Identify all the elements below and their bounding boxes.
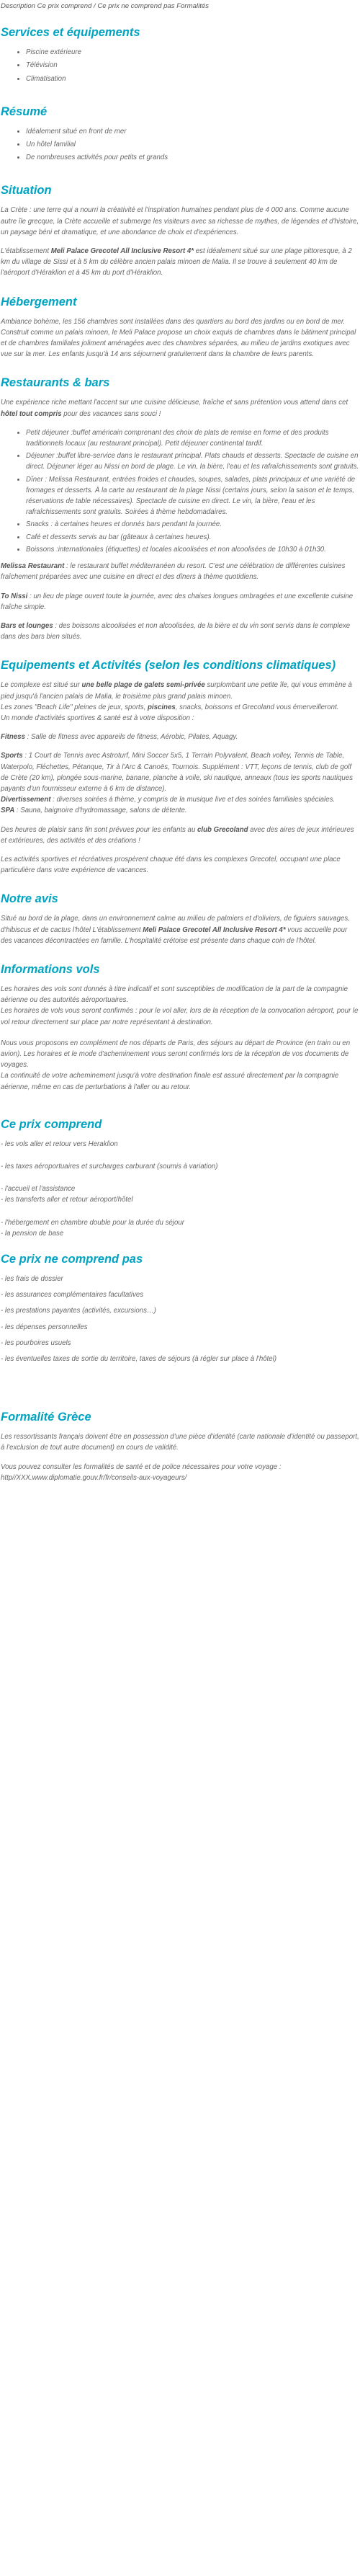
restaurants-title: Restaurants & bars <box>1 376 110 390</box>
list-item: - les prestations payantes (activités, excursions…) <box>1 1307 156 1315</box>
avis-paragraph: Situé au bord de la plage, dans un environnement calme au milieu de palmiers et d'oliviers, de figuiers sauvages, d'hibiscus et de cactus l'hôtel L'établissement Meli Palace Grecotel All Inclusive Resort 4* vous accueille pour des vacances décontractées en famille. L'hospitalité crétoise est présente dans chaque coin de l'hôtel. <box>1 915 350 945</box>
restaurants-intro: Une expérience riche mettant l'accent sur une cuisine délicieuse, fraîche et sans prétention vous attend dans cet hôtel tout compris pour des vacances sans souci ! <box>1 399 348 418</box>
services-title: Services et équipements <box>1 26 140 40</box>
comprend-list <box>1 1139 359 1239</box>
situation-title: Situation <box>1 184 52 197</box>
resume-title: Résumé <box>1 105 48 118</box>
list-item: • Télévision <box>26 60 359 71</box>
list-item: • De nombreuses activités pour petits et grands <box>26 152 359 163</box>
ne-comprend-title: Ce prix ne comprend pas <box>1 1253 143 1266</box>
tab-line: Description Ce prix comprend / Ce prix ne comprend pas Formalités <box>1 2 209 10</box>
list-item: • Piscine extérieure <box>26 47 359 58</box>
formalite-title: Formalité Grèce <box>1 1411 91 1424</box>
situation-paragraph: La Crète : une terre qui a nourri la créativité et l'inspiration humaines pendant plus de 4 000 ans. Comme aucune autre île grecque, la Crète accueille et submerge les visiteurs avec sa richesse de mythes, de légendes et d'histoire, un paysage béni et dramatique, et une abondance de choix et d'expériences. <box>1 206 359 236</box>
fitness-paragraph: Fitness : Salle de fitness avec appareils de fitness, Aérobic, Pilates, Aquagy. <box>1 733 238 742</box>
list-item: • Dîner : Melissa Restaurant, entrées froides et chaudes, soupes, salades, plats principaux et une variété de fromages et desserts. À la carte au restaurant de la plage Nissi (certains jours, selon la saison et le temps, réservations de table nécessaires). Spectacle de cuisine en direct. Le vin, la bière, l'eau et les rafraîchissements sont gratuits. Soirées à thème hebdomadaires. <box>26 474 359 518</box>
infos-title: Informations vols <box>1 962 100 976</box>
situation-hotel-paragraph: L'établissement Meli Palace Grecotel All Inclusive Resort 4* est idéalement situé sur une plage pittoresque, à 2 km du village de Sissi et à 5 km du célèbre ancien palais minoen de Malia. Il se trouve à seulement 40 km de l'aéroport d'Héraklion et à 45 km du port d'Héraklion. <box>1 247 352 277</box>
hebergement-paragraph: Ambiance bohème, les 156 chambres sont installées dans des quartiers au bord des jardins ou en bord de mer. Construit comme un palais minoen, le Meli Palace propose un choix exquis de chambres dans le bâtiment principal et de chambres familiales joliment aménagées avec des chambres séparées, au milieu de jardins exotiques avec vue sur la mer. Les enfants jusqu'à 14 ans séjournent gratuitement dans la chambre de leurs parents. <box>1 317 356 359</box>
sports-paragraph: Sports : 1 Court de Tennis avec Astroturf, Mini Soccer 5x5, 1 Terrain Polyvalent, Beach volley, Tennis de Table, Waterpolo, Fléchettes, Pétanque, Tir à l'Arc & Canoës, Tournois. Supplément : VTT, leçons de tennis, club de golf de Crète (20 km), plongée sous-marine, banane, planche à voile, ski nautique, anneaux (tous les sports nautiques payants d'un fournisseur externe à 6 km de distance). <box>1 752 353 793</box>
list-item: • Café et desserts servis au bar (gâteaux à certaines heures). <box>26 532 359 543</box>
resume-list <box>1 126 359 164</box>
divertissement-paragraph: Divertissement : diverses soirées à thème, y compris de la musique live et des soirées familiales spéciales. <box>1 796 336 804</box>
infos-paragraph-1: Les horaires des vols sont donnés à titre indicatif et sont susceptibles de modification de la part de la compagnie aérienne ou des autorités aéroportuaires. <box>1 985 348 1005</box>
list-item: • Boissons :internationales (étiquettes) et locales alcoolisées et non alcoolisées de 10h30 à 01h30. <box>26 544 359 555</box>
avis-title: Notre avis <box>1 892 58 906</box>
list-item: - les vols aller et retour vers Heraklion <box>1 1140 118 1148</box>
melissa-paragraph: Melissa Restaurant : le restaurant buffet méditerranéen du resort. C'est une célébration de différentes cuisines fraîchement préparées avec une cuisine en direct et des dîners à thème quotidiens. <box>1 562 346 582</box>
list-item: - les pourboires usuels <box>1 1338 71 1347</box>
hebergement-title: Hébergement <box>1 295 77 308</box>
list-item: - les transferts aller et retour aéroport/hôtel <box>1 1196 133 1204</box>
nissi-paragraph: To Nissi : un lieu de plage ouvert toute la journée, avec des chaises longues ombragées et une excellente cuisine fraîche simple. <box>1 592 354 611</box>
list-item: • Petit déjeuner :buffet américain comprenant des choix de plats de remise en forme et des produits traditionnels locaux (au restaurant principal). Petit déjeuner continental tardif. <box>26 427 359 449</box>
list-item: • Idéalement situé en front de mer <box>26 126 359 137</box>
list-item: • Snacks : à certaines heures et donnés bars pendant la journée. <box>26 519 359 530</box>
activites-title: Equipements et Activités (selon les conditions climatiques) <box>1 659 336 672</box>
spa-paragraph: SPA : Sauna, baignoire d'hydromassage, salons de détente. <box>1 807 187 815</box>
list-item: - la pension de base <box>1 1229 64 1238</box>
activites-intro: Le complexe est situé sur une belle plage de galets semi-privée surplombant une petite île, qui vous emmène à pied jusqu'à l'ancien palais de Malia, le troisième plus grand palais minoen. Les zones "Beach Life" pleines de jeux, sports, piscines, snacks, boissons et Grecoland vous émerveilleront. Un monde d'activités sportives & santé est à votre disposition : <box>1 681 352 722</box>
ne-comprend-list <box>1 1274 359 1364</box>
list-item: • Déjeuner :buffet libre-service dans le restaurant principal. Plats chauds et desserts. Spectacle de cuisine en direct. Déjeuner léger au Nissi en bord de plage. Le vin, la bière, l'eau et les rafraîchissements sont gratuits. <box>26 450 359 472</box>
restaurants-list <box>1 427 359 555</box>
bars-paragraph: Bars et lounges : des boissons alcoolisées et non alcoolisées, de la bière et du vin sont servis dans le complexe dans des bars bien situés. <box>1 621 351 641</box>
enfants-paragraph: Des heures de plaisir sans fin sont prévues pour les enfants au club Grecoland avec des aires de jeux intérieures et extérieures, des activités et des créations ! <box>1 825 354 845</box>
list-item: - l'hébergement en chambre double pour la durée du séjour <box>1 1218 184 1227</box>
list-item: - les taxes aéroportuaires et surcharges carburant (soumis à variation) <box>1 1163 218 1171</box>
list-item: - les assurances complémentaires facultatives <box>1 1291 144 1300</box>
list-item: • Climatisation <box>26 74 359 84</box>
list-item: - les éventuelles taxes de sortie du territoire, taxes de séjours (à régler sur place à l'hôtel) <box>1 1355 277 1364</box>
infos-paragraph-2: Les horaires de vols vous seront confirmés : pour le vol aller, lors de la réception de la convocation aéroport, pour le vol retour directement sur place par notre représentant à destination. <box>1 1007 359 1026</box>
list-item: - les frais de dossier <box>1 1275 63 1284</box>
comprend-title: Ce prix comprend <box>1 1117 102 1131</box>
services-list <box>1 47 359 84</box>
list-item: - les dépenses personnelles <box>1 1323 88 1331</box>
recreatives-paragraph: Les activités sportives et récréatives prospèrent chaque été dans les complexes Grecotel, occupant une place particulière dans votre expérience de vacances. <box>1 855 341 875</box>
formalite-paragraph-2[interactable]: Vous pouvez consulter les formalités de santé et de police nécessaires pour votre voyage : http//XXX.www.diplomatie.gouv.fr/fr/conseils-aux-voyageurs/ <box>1 1462 282 1482</box>
hotel-name: Meli Palace Grecotel All Inclusive Resort 4* <box>50 247 194 256</box>
infos-paragraph-4: La continuité de votre acheminement jusqu'à votre destination finale est assuré directement par la compagnie aérienne, même en cas de perturbations à l'aller ou au retour. <box>1 1072 339 1091</box>
list-item: - l'accueil et l'assistance <box>1 1185 76 1194</box>
infos-paragraph-3: Nous vous proposons en complément de nos départs de Paris, des séjours au départ de Province (en train ou en avion). Les horaires et le mode d'acheminement vous seront confirmés lors de la réception de vos documents de voyages. <box>1 1039 351 1070</box>
list-item: • Un hôtel familial <box>26 139 359 150</box>
formalite-paragraph-1: Les ressortissants français doivent être en possession d'une pièce d'identité (carte nationale d'identité ou passeport, à l'exclusion de tout autre document) en cours de validité. <box>1 1433 359 1452</box>
